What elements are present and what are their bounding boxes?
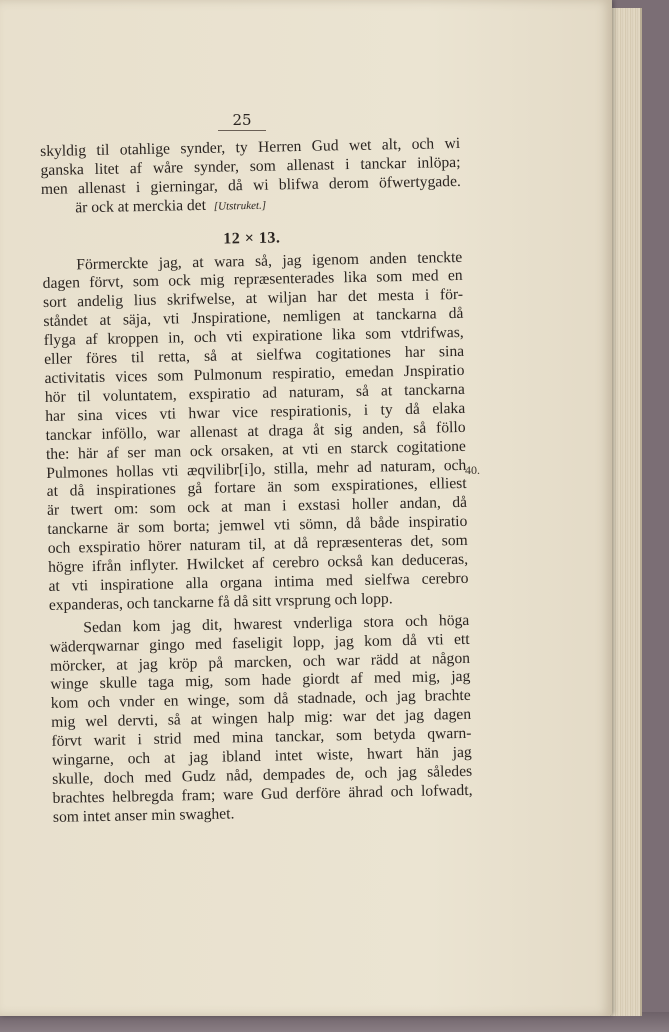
- paragraph-line: activitatis vices som Pulmonum respiratio, emedan Jnspiratio: [44, 361, 465, 387]
- paragraph-line: tanckar inföllo, war allenast at draga åt sig anden, så föllo: [45, 418, 466, 444]
- text-line: men allenast i gierningar, då wi blifwa derom öfwertygade.: [40, 172, 461, 198]
- paragraph-line: Sedan kom jag dit, hwarest vnderliga stora och höga: [83, 611, 470, 637]
- paragraph-line: wäderqwarnar gingo med faseligit lopp, jag kom då vti ett: [49, 630, 470, 656]
- paragraph-line: dagen förvt, som ock mig repræsenterades lika som med en: [42, 267, 463, 293]
- page-number-rule: [218, 130, 266, 131]
- paragraph-line: mig wel dervti, så at wingen halp mig: war det jag dagen: [50, 706, 472, 732]
- paragraph-line: brachtes helbregda fram; ware Gud derföre ährad och lofwadt,: [52, 781, 473, 807]
- page-text: [40, 135, 473, 828]
- text-line: ganska litet af wåre synder, som allenast i tanckar inlöpa;: [40, 153, 461, 179]
- paragraph-line: ståndet at säja, vti Jnspiratione, nemligen at tanckarna då: [43, 305, 464, 331]
- paragraph-line: Pulmones hollas vti æqvilibr[i]o, stilla, mehr ad naturam, och: [46, 456, 467, 482]
- paragraph-line: flyga af kroppen in, och vti expiratione lika som vtdrifwas,: [43, 324, 464, 350]
- paragraph-line: eller föres til retta, så at sielfwa cogitationes har sina: [43, 342, 465, 369]
- paragraph-line: kom och vnder en winge, som då stadnade, och jag brachte: [50, 687, 471, 713]
- paragraph-line: Förmerckte jag, at wara så, jag igenom anden tenckte: [76, 248, 463, 273]
- paragraph-line: wingarne, och at jag ibland intet wiste, hwart hän jag: [51, 743, 472, 769]
- paragraph-line: sort andelig lius skrifwelse, at wiljan har det mesta i för-: [42, 286, 464, 312]
- paragraph-line: winge skulle taga mig, som hade giordt af med mig, jag: [50, 668, 471, 694]
- paragraph-line: skulle, doch med Gudz nåd, dempades de, och jag således: [52, 762, 473, 788]
- paragraph-line: at vti inspiratione alla organa intima med sielfwa cerebro: [48, 569, 469, 595]
- text-line: skyldig til otahlige synder, ty Herren Gud wet alt, och wi: [40, 134, 461, 160]
- paragraph-line: och exspiratio hörer naturam til, at då repræsenteras det, som: [47, 531, 468, 558]
- paragraph-line: har sina vices vti hwar vice respirationis, i ty då elaka: [45, 399, 466, 425]
- paragraph-line: mörcker, at jag kröp på marcken, och war rädd at någon: [49, 649, 471, 675]
- paragraph-line: expanderas, och tanckarne få då sitt vrsprung och lopp.: [48, 590, 393, 614]
- paragraph-line: högre ifrån inflyter. Hwilcket af cerebro också kan deduceras,: [47, 550, 469, 576]
- paragraph-line: at då inspirationes gå fortare än som exspirationes, elliest: [46, 475, 467, 501]
- section-heading: 12 × 13.: [223, 229, 281, 248]
- paragraph-line: tanckarne är som borta; jemwel vti sömn, då både inspiratio: [47, 513, 468, 539]
- paragraph-line: som intet anser min swaghet.: [52, 805, 235, 826]
- paragraph-line: är twert om: som ock at man i exstasi holler andan, då: [46, 494, 468, 520]
- margin-note: 40.: [465, 463, 480, 477]
- struck-text: är ock at merckia det: [75, 196, 207, 217]
- paragraph-line: the: här af ser man ock orsaken, at vti en starck cogitatione: [45, 437, 467, 463]
- paragraph-line: förvt warit i strid med mina tanckar, som betyda qwarn-: [51, 725, 472, 751]
- paragraph-line: hör til voluntatem, exspiratio ad naturam, så at tanckarna: [44, 380, 465, 406]
- paragraph-1: [42, 248, 469, 615]
- paragraph-2: [49, 612, 473, 828]
- struck-note: [Utstruket.]: [213, 199, 267, 213]
- page-number: 25: [232, 111, 252, 129]
